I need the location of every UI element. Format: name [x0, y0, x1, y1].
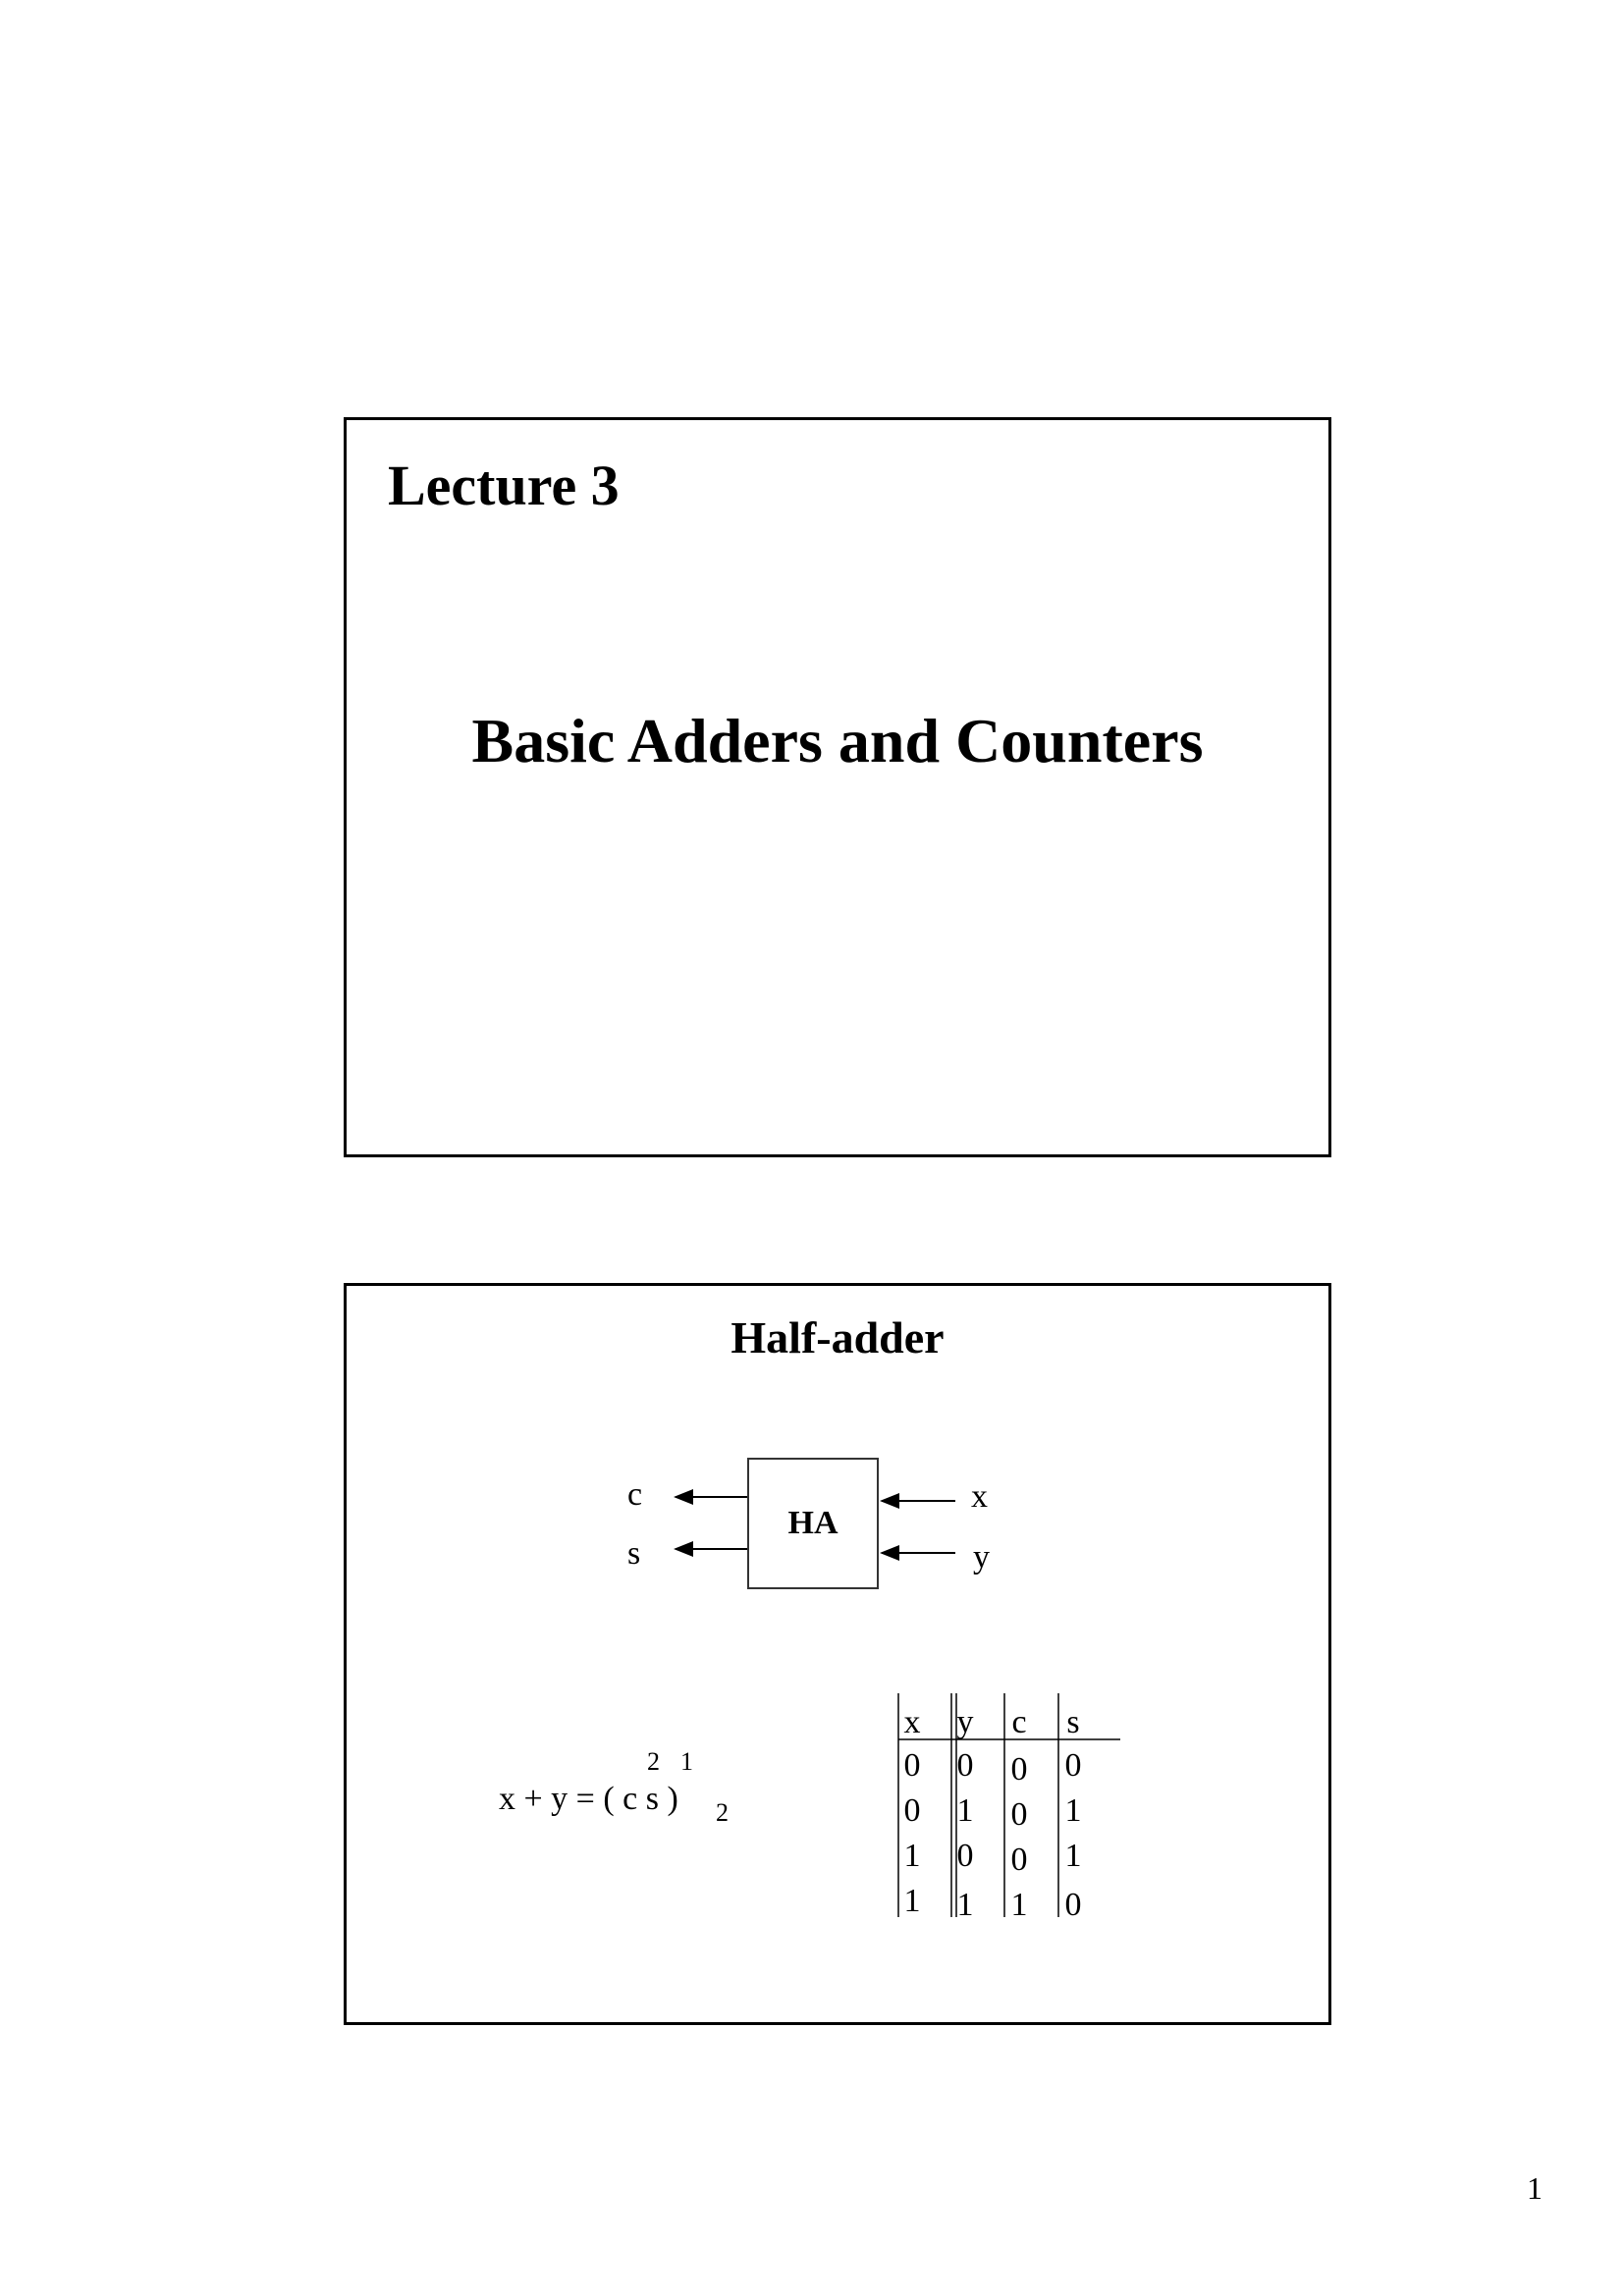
truth-table-cell: 0 [1010, 1842, 1028, 1878]
output-c-label: c [627, 1476, 643, 1513]
half-adder-slide [344, 1283, 1331, 2025]
truth-table-cell: 1 [956, 1887, 974, 1923]
truth-table-cell: 0 [956, 1747, 974, 1784]
truth-table-grid [347, 1286, 1328, 2022]
truth-table-cell: 0 [903, 1792, 921, 1829]
equation-base-subscript: 2 [716, 1798, 729, 1827]
truth-table-cell: 0 [1064, 1887, 1082, 1923]
output-s-label: s [627, 1535, 641, 1572]
truth-table-header: y [956, 1704, 974, 1740]
slide-heading: Half-adder [730, 1312, 945, 1362]
equation-text: x + y = ( c s ) [499, 1781, 678, 1817]
input-y-label: y [973, 1539, 990, 1575]
truth-table-cell: 1 [956, 1792, 974, 1829]
title-slide [344, 417, 1331, 1157]
truth-table-cell: 1 [903, 1838, 921, 1874]
truth-table-cell: 1 [1064, 1792, 1082, 1829]
truth-table-cell: 0 [956, 1838, 974, 1874]
truth-table-cell: 1 [1010, 1887, 1028, 1923]
input-x-label: x [971, 1478, 988, 1515]
weight-c: 2 [647, 1747, 660, 1776]
truth-table-header: s [1066, 1704, 1080, 1740]
truth-table-cell: 1 [903, 1883, 921, 1919]
lecture-label: Lecture 3 [388, 454, 620, 517]
weight-s: 1 [680, 1747, 693, 1776]
truth-table-cell: 0 [1010, 1751, 1028, 1788]
truth-table-cell: 0 [1064, 1747, 1082, 1784]
truth-table-header: x [903, 1704, 921, 1740]
truth-table-header: c [1011, 1704, 1027, 1740]
truth-table-cell: 0 [1010, 1796, 1028, 1833]
half-adder-block-label: HA [787, 1505, 839, 1541]
lecture-title: Basic Adders and Counters [471, 706, 1204, 775]
page-number: 1 [1527, 2170, 1542, 2206]
truth-table-cell: 1 [1064, 1838, 1082, 1874]
truth-table-cell: 0 [903, 1747, 921, 1784]
